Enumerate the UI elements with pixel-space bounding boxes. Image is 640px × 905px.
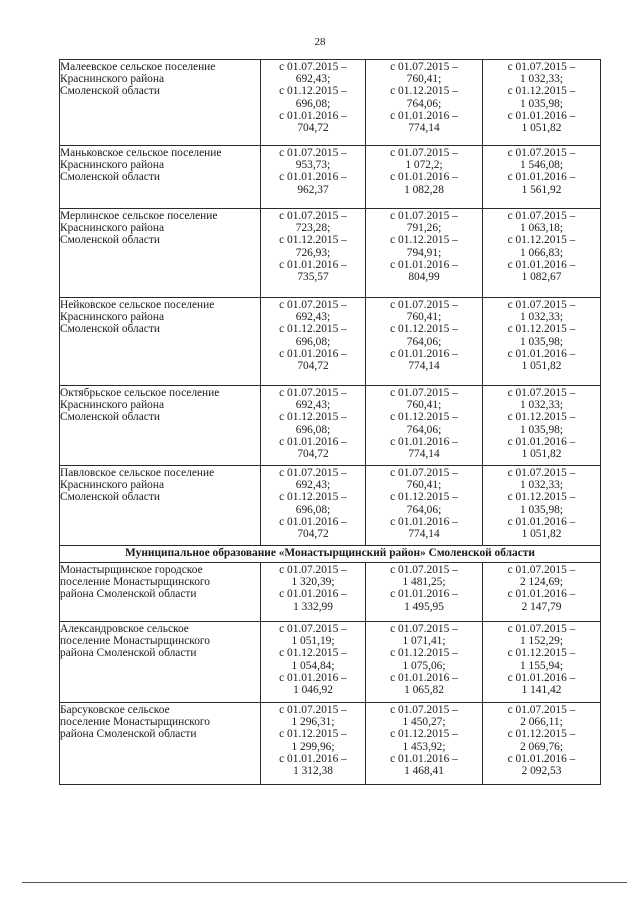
settlement-name-line: Смоленской области	[60, 171, 160, 184]
footer-rule	[22, 882, 627, 883]
tariff-date: с 01.07.2015 –	[507, 210, 576, 222]
tariff-date: с 01.01.2016 –	[279, 671, 347, 684]
tariff-value: 692,43;	[295, 73, 331, 86]
tariff-date: с 01.12.2015 –	[390, 323, 458, 336]
tariff-date: с 01.01.2016 –	[390, 347, 458, 360]
tariff-value: 1 051,19;	[291, 635, 335, 648]
tariff-value: 764,06;	[406, 503, 442, 516]
tariff-value: 1 051,82	[521, 528, 562, 541]
tariff-date: с 01.07.2015 –	[390, 61, 458, 73]
settlement-name	[60, 622, 261, 703]
tariff-value: 764,06;	[406, 335, 442, 348]
tariff-date: с 01.07.2015 –	[390, 467, 458, 479]
tariff-cell-1	[261, 466, 366, 546]
settlement-name-line: Смоленской области	[60, 323, 160, 336]
tariff-value: 764,06;	[406, 423, 442, 436]
tariff-value: 1 453,92;	[402, 740, 446, 753]
tariff-cell-3	[483, 386, 601, 466]
tariff-date: с 01.07.2015 –	[279, 387, 347, 399]
tariff-value: 1 481,25;	[402, 576, 446, 589]
tariff-value: 1 066,83;	[519, 246, 564, 259]
tariff-date: с 01.12.2015 –	[279, 234, 347, 247]
tariff-value: 1 075,06;	[402, 659, 446, 672]
tariff-value: 1 082,28	[404, 183, 444, 196]
settlement-name-line: Краснинского района	[60, 222, 165, 235]
tariff-date: с 01.12.2015 –	[507, 491, 576, 504]
tariff-value: 1 332,99	[293, 600, 333, 613]
tariff-date: с 01.07.2015 –	[507, 467, 576, 479]
tariff-cell-1	[261, 298, 366, 386]
tariff-value: 1 032,33;	[519, 479, 564, 492]
tariff-date: с 01.07.2015 –	[390, 210, 458, 222]
tariff-cell-3	[483, 563, 601, 622]
table-row	[60, 386, 601, 466]
tariff-date: с 01.01.2016 –	[279, 588, 347, 601]
tariff-date: с 01.01.2016 –	[390, 435, 458, 448]
settlement-name-line: Краснинского района	[60, 311, 165, 324]
settlement-name-line: Краснинского района	[60, 479, 165, 492]
tariff-value: 774,14	[408, 528, 440, 541]
settlement-name-line: Мерлинское сельское поселение	[60, 210, 218, 222]
tariff-value: 704,72	[297, 122, 329, 135]
settlement-name	[60, 209, 261, 298]
tariff-value: 953,73;	[295, 159, 331, 172]
tariff-value: 791,26;	[406, 222, 442, 235]
tariff-date: с 01.07.2015 –	[390, 299, 458, 311]
settlement-name-line: Малеевское сельское поселение	[60, 61, 216, 73]
tariff-date: с 01.07.2015 –	[279, 299, 347, 311]
tariff-date: с 01.12.2015 –	[507, 85, 576, 98]
tariff-date: с 01.12.2015 –	[390, 234, 458, 247]
tariff-value: 1 072,2;	[405, 159, 443, 172]
tariff-value: 692,43;	[295, 479, 331, 492]
tariff-value: 1 035,98;	[519, 335, 564, 348]
tariff-date: с 01.01.2016 –	[507, 109, 576, 122]
tariff-value: 2 069,76;	[519, 740, 564, 753]
tariff-cell-1	[261, 622, 366, 703]
tariff-value: 764,06;	[406, 97, 442, 110]
tariff-date: с 01.07.2015 –	[507, 704, 576, 716]
settlement-name	[60, 146, 261, 209]
tariff-value: 723,28;	[295, 222, 331, 235]
table-row	[60, 466, 601, 546]
tariff-value: 1 035,98;	[519, 423, 564, 436]
tariff-value: 1 054,84;	[291, 659, 335, 672]
tariff-date: с 01.12.2015 –	[507, 323, 576, 336]
tariff-date: с 01.01.2016 –	[390, 171, 458, 184]
tariff-cell-2	[366, 60, 483, 146]
tariff-value: 774,14	[408, 122, 440, 135]
tariff-value: 1 051,82	[521, 122, 562, 135]
tariff-date: с 01.01.2016 –	[279, 171, 347, 184]
tariff-date: с 01.07.2015 –	[279, 210, 347, 222]
tariff-value: 1 468,41	[404, 765, 444, 778]
tariff-value: 1 141,42	[521, 684, 562, 697]
tariff-value: 760,41;	[406, 311, 442, 324]
tariff-value: 1 312,38	[293, 765, 333, 778]
tariff-date: с 01.01.2016 –	[390, 752, 458, 765]
tariff-date: с 01.07.2015 –	[390, 147, 458, 159]
tariff-date: с 01.01.2016 –	[390, 109, 458, 122]
settlement-name-line: Смоленской области	[60, 85, 160, 98]
tariff-date: с 01.07.2015 –	[279, 61, 347, 73]
tariff-date: с 01.12.2015 –	[390, 491, 458, 504]
tariff-date: с 01.12.2015 –	[507, 234, 576, 247]
tariff-value: 774,14	[408, 448, 440, 461]
table-row	[60, 146, 601, 209]
settlement-name-line: поселение Монастырщинского	[60, 716, 210, 729]
tariff-date: с 01.01.2016 –	[279, 347, 347, 360]
tariff-value: 774,14	[408, 360, 440, 373]
settlement-name-line: Октябрьское сельское поселение	[60, 387, 220, 399]
tariff-value: 962,37	[297, 183, 329, 196]
tariff-cell-2	[366, 563, 483, 622]
settlement-name-line: Смоленской области	[60, 411, 160, 424]
tariff-date: с 01.01.2016 –	[507, 435, 576, 448]
tariff-date: с 01.07.2015 –	[507, 299, 576, 311]
tariff-value: 2 066,11;	[520, 716, 563, 729]
tariff-date: с 01.12.2015 –	[279, 323, 347, 336]
settlement-name-line: Краснинского района	[60, 159, 165, 172]
tariff-date: с 01.12.2015 –	[390, 85, 458, 98]
tariff-value: 704,72	[297, 360, 329, 373]
tariff-value: 760,41;	[406, 399, 442, 412]
tariff-value: 2 147,79	[521, 600, 562, 613]
tariff-cell-3	[483, 60, 601, 146]
tariff-value: 1 035,98;	[519, 97, 564, 110]
tariff-date: с 01.07.2015 –	[390, 387, 458, 399]
tariff-value: 1 546,08;	[519, 159, 564, 172]
tariff-cell-3	[483, 209, 601, 298]
settlement-name-line: Смоленской области	[60, 491, 160, 504]
tariff-cell-1	[261, 146, 366, 209]
tariff-cell-2	[366, 298, 483, 386]
page-number: 28	[314, 36, 326, 48]
tariff-cell-2	[366, 386, 483, 466]
tariff-cell-2	[366, 146, 483, 209]
tariff-value: 1 495,95	[404, 600, 444, 613]
tariff-date: с 01.12.2015 –	[507, 728, 576, 741]
tariff-date: с 01.12.2015 –	[390, 411, 458, 424]
tariff-value: 704,72	[297, 448, 329, 461]
table-row	[60, 209, 601, 298]
tariff-date: с 01.01.2016 –	[390, 258, 458, 271]
tariff-value: 1 051,82	[521, 448, 562, 461]
tariff-value: 1 320,39;	[291, 576, 335, 589]
tariff-date: с 01.12.2015 –	[279, 647, 347, 660]
section-title: Муниципальное образование «Монастырщинский район» Смоленской области	[60, 546, 601, 563]
settlement-name-line: Нейковское сельское поселение	[60, 299, 215, 311]
tariff-date: с 01.01.2016 –	[390, 588, 458, 601]
table-row	[60, 563, 601, 622]
settlement-name-line: Монастырщинское городское	[60, 564, 203, 576]
tariff-value: 1 065,82	[404, 684, 444, 697]
tariff-date: с 01.07.2015 –	[390, 564, 458, 576]
settlement-name	[60, 563, 261, 622]
tariff-date: с 01.07.2015 –	[279, 467, 347, 479]
tariff-cell-3	[483, 622, 601, 703]
tariff-cell-1	[261, 60, 366, 146]
tariff-cell-1	[261, 386, 366, 466]
tariff-date: с 01.12.2015 –	[279, 411, 347, 424]
tariff-cell-3	[483, 703, 601, 785]
settlement-name-line: Смоленской области	[60, 234, 160, 247]
settlement-name-line: Краснинского района	[60, 399, 165, 412]
tariff-value: 760,41;	[406, 479, 442, 492]
tariff-value: 1 032,33;	[519, 311, 564, 324]
tariff-value: 1 299,96;	[291, 740, 335, 753]
tariff-value: 2 092,53	[521, 765, 562, 778]
tariff-date: с 01.07.2015 –	[279, 623, 347, 635]
tariff-value: 2 124,69;	[519, 576, 564, 589]
tariff-value: 794,91;	[406, 246, 442, 259]
tariff-date: с 01.07.2015 –	[507, 387, 576, 399]
tariff-date: с 01.01.2016 –	[507, 258, 576, 271]
tariff-date: с 01.07.2015 –	[279, 704, 347, 716]
tariff-date: с 01.01.2016 –	[279, 109, 347, 122]
settlement-name-line: поселение Монастырщинского	[60, 635, 210, 648]
tariff-date: с 01.01.2016 –	[507, 588, 576, 601]
tariff-value: 704,72	[297, 528, 329, 541]
tariff-value: 1 155,94;	[519, 659, 564, 672]
tariff-cell-1	[261, 563, 366, 622]
tariff-cell-3	[483, 466, 601, 546]
tariff-date: с 01.01.2016 –	[279, 515, 347, 528]
table-row	[60, 298, 601, 386]
settlement-name	[60, 298, 261, 386]
tariff-date: с 01.01.2016 –	[507, 752, 576, 765]
tariff-value: 1 032,33;	[519, 399, 564, 412]
tariff-date: с 01.07.2015 –	[507, 564, 576, 576]
tariff-value: 696,08;	[295, 97, 331, 110]
tariff-date: с 01.07.2015 –	[279, 147, 347, 159]
tariff-value: 760,41;	[406, 73, 442, 86]
tariff-table	[59, 59, 601, 785]
tariff-date: с 01.07.2015 –	[507, 61, 576, 73]
tariff-value: 696,08;	[295, 423, 331, 436]
tariff-cell-1	[261, 703, 366, 785]
tariff-date: с 01.07.2015 –	[390, 704, 458, 716]
settlement-name-line: района Смоленской области	[60, 728, 197, 741]
settlement-name	[60, 60, 261, 146]
settlement-name-line: Маньковское сельское поселение	[60, 147, 222, 159]
tariff-cell-2	[366, 622, 483, 703]
tariff-date: с 01.12.2015 –	[279, 85, 347, 98]
tariff-value: 1 051,82	[521, 360, 562, 373]
settlement-name-line: Барсуковское сельское	[60, 704, 170, 716]
settlement-name	[60, 703, 261, 785]
tariff-value: 1 296,31;	[291, 716, 335, 729]
tariff-value: 1 561,92	[521, 183, 562, 196]
tariff-value: 1 063,18;	[519, 222, 564, 235]
settlement-name-line: Краснинского района	[60, 73, 165, 86]
tariff-value: 1 046,92	[293, 684, 333, 697]
tariff-value: 696,08;	[295, 503, 331, 516]
tariff-value: 1 071,41;	[402, 635, 446, 648]
tariff-cell-2	[366, 703, 483, 785]
section-row	[60, 546, 601, 563]
settlement-name	[60, 466, 261, 546]
tariff-value: 1 450,27;	[402, 716, 446, 729]
tariff-date: с 01.01.2016 –	[390, 671, 458, 684]
settlement-name-line: Александровское сельское	[60, 623, 189, 635]
tariff-date: с 01.12.2015 –	[390, 647, 458, 660]
tariff-date: с 01.01.2016 –	[279, 752, 347, 765]
tariff-date: с 01.12.2015 –	[507, 647, 576, 660]
tariff-table-body	[60, 60, 601, 785]
tariff-date: с 01.12.2015 –	[390, 728, 458, 741]
tariff-value: 1 035,98;	[519, 503, 564, 516]
tariff-date: с 01.07.2015 –	[507, 147, 576, 159]
tariff-value: 1 152,29;	[519, 635, 564, 648]
settlement-name-line: поселение Монастырщинского	[60, 576, 210, 589]
tariff-date: с 01.07.2015 –	[390, 623, 458, 635]
tariff-value: 696,08;	[295, 335, 331, 348]
tariff-cell-3	[483, 146, 601, 209]
tariff-date: с 01.01.2016 –	[279, 435, 347, 448]
tariff-date: с 01.01.2016 –	[390, 515, 458, 528]
tariff-date: с 01.12.2015 –	[279, 728, 347, 741]
tariff-value: 804,99	[408, 271, 440, 284]
tariff-value: 692,43;	[295, 311, 331, 324]
tariff-date: с 01.07.2015 –	[507, 623, 576, 635]
tariff-date: с 01.01.2016 –	[507, 171, 576, 184]
table-row	[60, 622, 601, 703]
tariff-cell-1	[261, 209, 366, 298]
tariff-date: с 01.12.2015 –	[279, 491, 347, 504]
table-row	[60, 703, 601, 785]
tariff-date: с 01.12.2015 –	[507, 411, 576, 424]
tariff-cell-2	[366, 209, 483, 298]
settlement-name-line: района Смоленской области	[60, 588, 197, 601]
tariff-cell-3	[483, 298, 601, 386]
settlement-name-line: Павловское сельское поселение	[60, 467, 215, 479]
tariff-value: 726,93;	[295, 246, 331, 259]
tariff-value: 1 082,67	[521, 271, 562, 284]
table-row	[60, 60, 601, 146]
settlement-name	[60, 386, 261, 466]
tariff-date: с 01.01.2016 –	[507, 671, 576, 684]
tariff-date: с 01.01.2016 –	[279, 258, 347, 271]
tariff-date: с 01.01.2016 –	[507, 515, 576, 528]
tariff-value: 735,57	[297, 271, 329, 284]
tariff-value: 1 032,33;	[519, 73, 564, 86]
settlement-name-line: района Смоленской области	[60, 647, 197, 660]
tariff-cell-2	[366, 466, 483, 546]
tariff-date: с 01.07.2015 –	[279, 564, 347, 576]
tariff-date: с 01.01.2016 –	[507, 347, 576, 360]
tariff-value: 692,43;	[295, 399, 331, 412]
